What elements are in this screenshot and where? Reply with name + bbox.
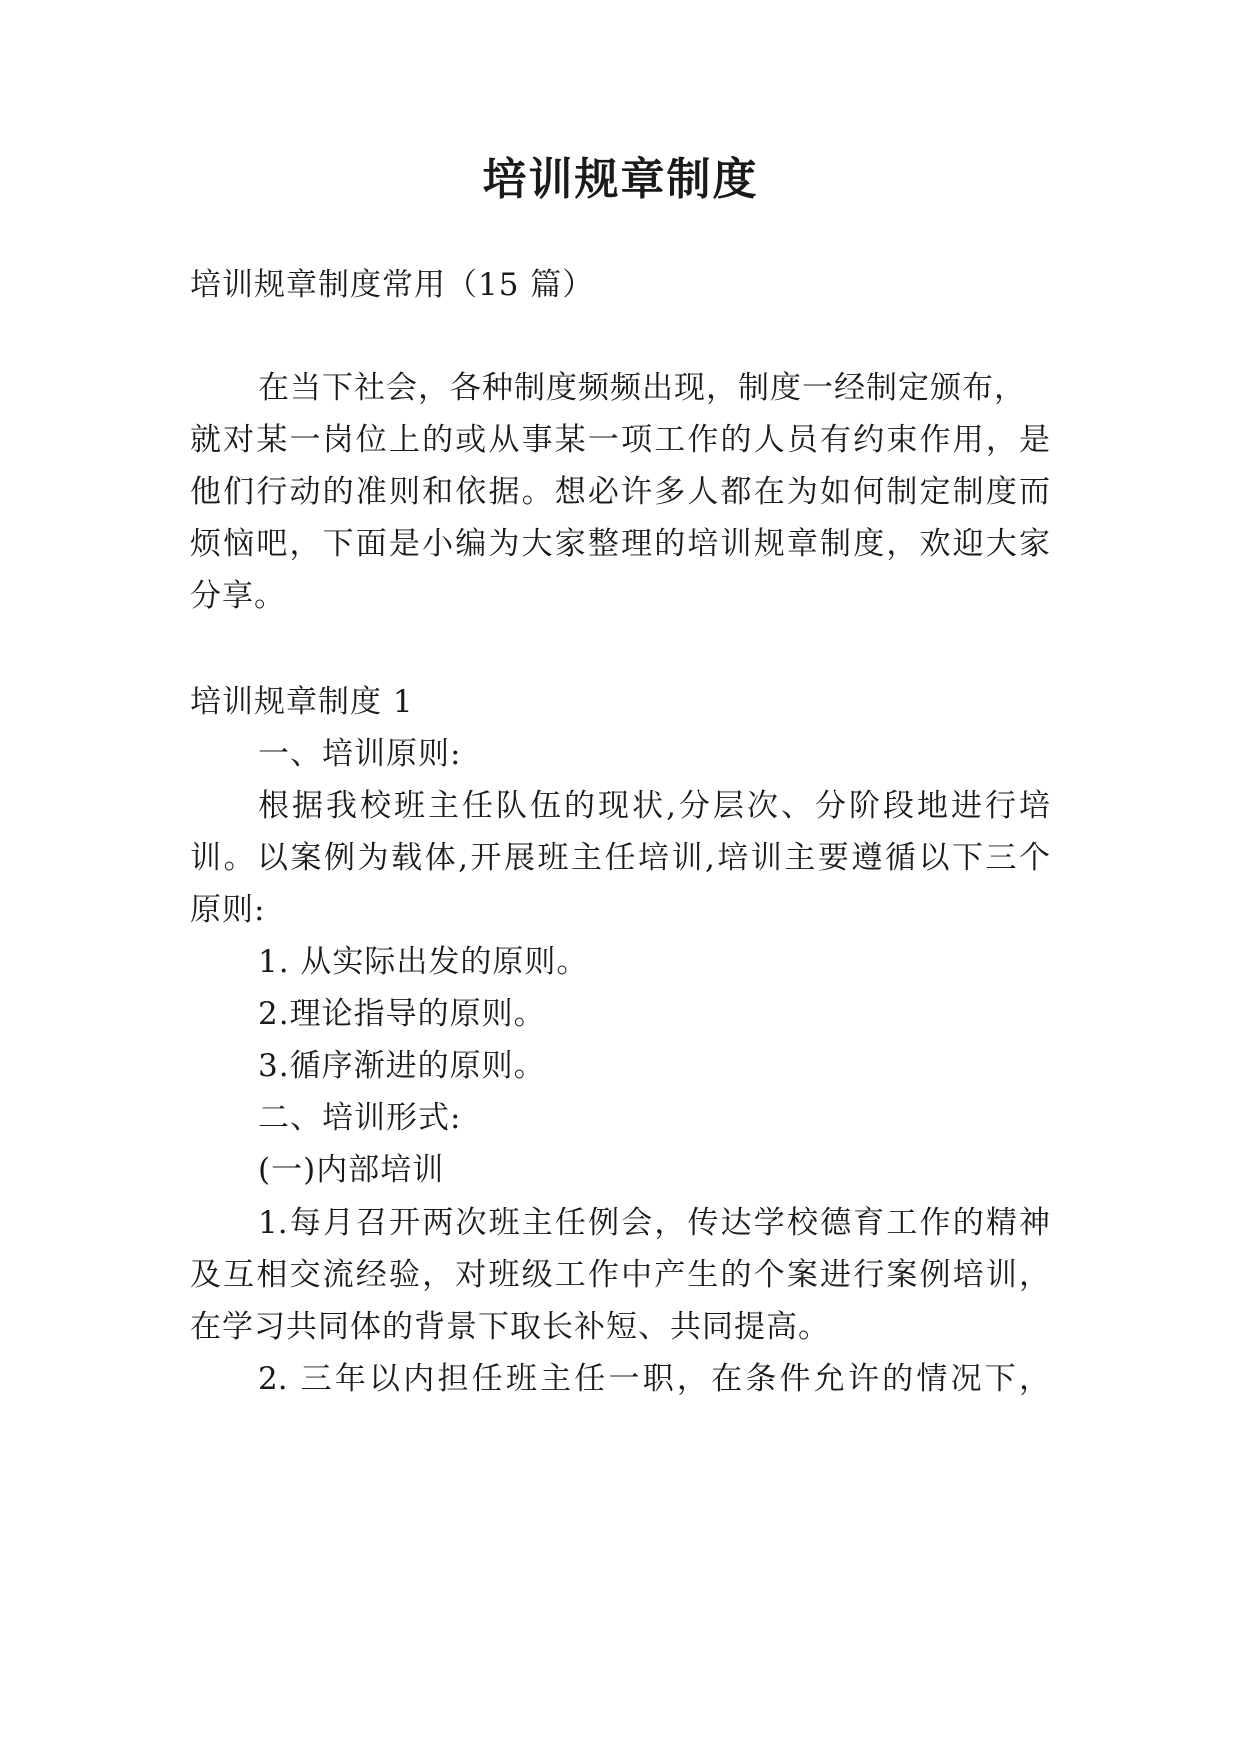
principle-item: 1. 从实际出发的原则。 xyxy=(258,944,589,980)
document-title: 培训规章制度 xyxy=(482,154,759,205)
principles-heading: 一、培训原则: xyxy=(258,736,462,772)
intro-line-5: 分享。 xyxy=(190,578,286,614)
document-subtitle: 培训规章制度常用（15 篇） xyxy=(190,267,595,303)
principle-item: 3.循序渐进的原则。 xyxy=(258,1048,546,1084)
principles-text-line-3: 原则: xyxy=(190,892,266,928)
intro-line-1: 在当下社会，各种制度频频出现，制度一经制定颁布， xyxy=(258,370,1026,406)
intro-line-2: 就对某一岗位上的或从事某一项工作的人员有约束作用，是 xyxy=(190,422,1050,458)
section-heading: 培训规章制度 1 xyxy=(190,684,414,720)
internal-item-1-line-1: 1.每月召开两次班主任例会，传达学校德育工作的精神 xyxy=(258,1205,1050,1241)
internal-item-1-line-2: 及互相交流经验，对班级工作中产生的个案进行案例培训， xyxy=(190,1257,1050,1293)
principle-item: 2.理论指导的原则。 xyxy=(258,996,546,1032)
internal-item-2-line-1: 2. 三年以内担任班主任一职，在条件允许的情况下， xyxy=(258,1361,1050,1397)
forms-heading: 二、培训形式: xyxy=(258,1100,462,1136)
internal-item-1-line-3: 在学习共同体的背景下取长补短、共同提高。 xyxy=(190,1309,830,1345)
intro-line-3: 他们行动的准则和依据。想必许多人都在为如何制定制度而 xyxy=(190,474,1050,510)
internal-training-heading: (一)内部培训 xyxy=(258,1152,445,1188)
principles-text-line-2: 训。以案例为载体,开展班主任培训,培训主要遵循以下三个 xyxy=(190,840,1050,876)
intro-line-4: 烦恼吧，下面是小编为大家整理的培训规章制度，欢迎大家 xyxy=(190,526,1050,562)
principles-text-line-1: 根据我校班主任队伍的现状,分层次、分阶段地进行培 xyxy=(258,788,1050,824)
